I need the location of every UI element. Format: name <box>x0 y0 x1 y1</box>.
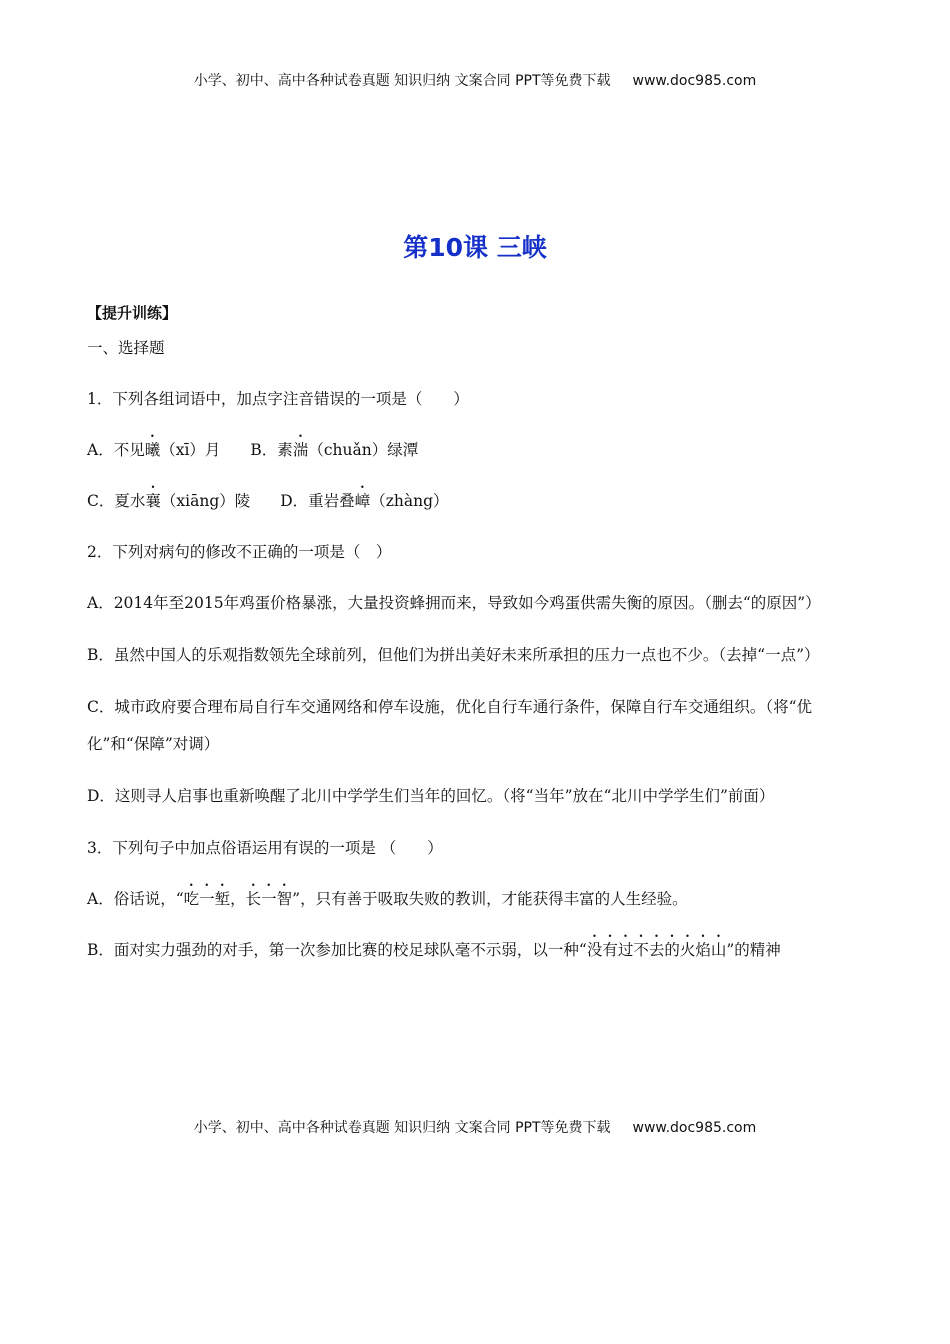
page-title: 第10课 三峡 <box>403 233 547 262</box>
question-2-option-b: B．虽然中国人的乐观指数领先全球前列，但他们为拼出美好未来所承担的压力一点也不少。（去掉“一点”） <box>87 646 820 664</box>
question-3-option-a: A．俗话说，“吃一堑，长一智”，只有善于吸取失败的教训，才能获得丰富的人生经验。 <box>87 890 688 908</box>
dotted-char: 嶂 <box>354 492 371 510</box>
question-2-option-d: D．这则寻人启事也重新唤醒了北川中学学生们当年的回忆。（将“当年”放在“北川中学学生们”前面） <box>87 787 775 805</box>
question-2-stem: 2．下列对病句的修改不正确的一项是（ ） <box>87 543 392 561</box>
question-2-option-a: A．2014年至2015年鸡蛋价格暴涨，大量投资蜂拥而来，导致如今鸡蛋供需失衡的原因。（删去“的原因”） <box>87 594 821 612</box>
section-heading: 【提升训练】 <box>87 304 178 322</box>
question-1-options-cd: C．夏水襄（xiāng）陵 D．重岩叠嶂（zhàng） <box>87 492 449 510</box>
document-body <box>87 302 855 969</box>
question-1-stem: 1．下列各组词语中，加点字注音错误的一项是（ ） <box>87 390 469 408</box>
footer-site: www.doc985.com <box>632 1120 757 1136</box>
header-site: www.doc985.com <box>632 73 757 89</box>
dotted-char: 曦 <box>144 441 161 459</box>
question-3-option-b: B．面对实力强劲的对手，第一次参加比赛的校足球队毫不示弱，以一种“没有过不去的火焰山”的精神 <box>87 941 781 959</box>
page-footer <box>0 1117 950 1137</box>
dotted-char: 湍 <box>292 441 309 459</box>
header-text: 小学、初中、高中各种试卷真题 知识归纳 文案合同 PPT等免费下载 <box>193 73 611 89</box>
dotted-char: 襄 <box>145 492 161 510</box>
question-2-option-c: C．城市政府要合理布局自行车交通网络和停车设施，优化自行车通行条件，保障自行车交通组织。（将“优化”和“保障”对调） <box>87 698 813 753</box>
footer-text: 小学、初中、高中各种试卷真题 知识归纳 文案合同 PPT等免费下载 <box>193 1120 611 1136</box>
dotted-phrase: 吃一堑，长一智 <box>183 890 293 908</box>
question-3-stem: 3．下列句子中加点俗语运用有误的一项是 （ ） <box>87 839 443 857</box>
page-header <box>0 70 950 90</box>
dotted-phrase: 没有过不去的火焰山 <box>586 941 727 959</box>
question-1-options-ab: A．不见曦（xī）月 B．素湍（chuǎn）绿潭 <box>87 441 419 459</box>
part-heading: 一、选择题 <box>87 339 165 357</box>
